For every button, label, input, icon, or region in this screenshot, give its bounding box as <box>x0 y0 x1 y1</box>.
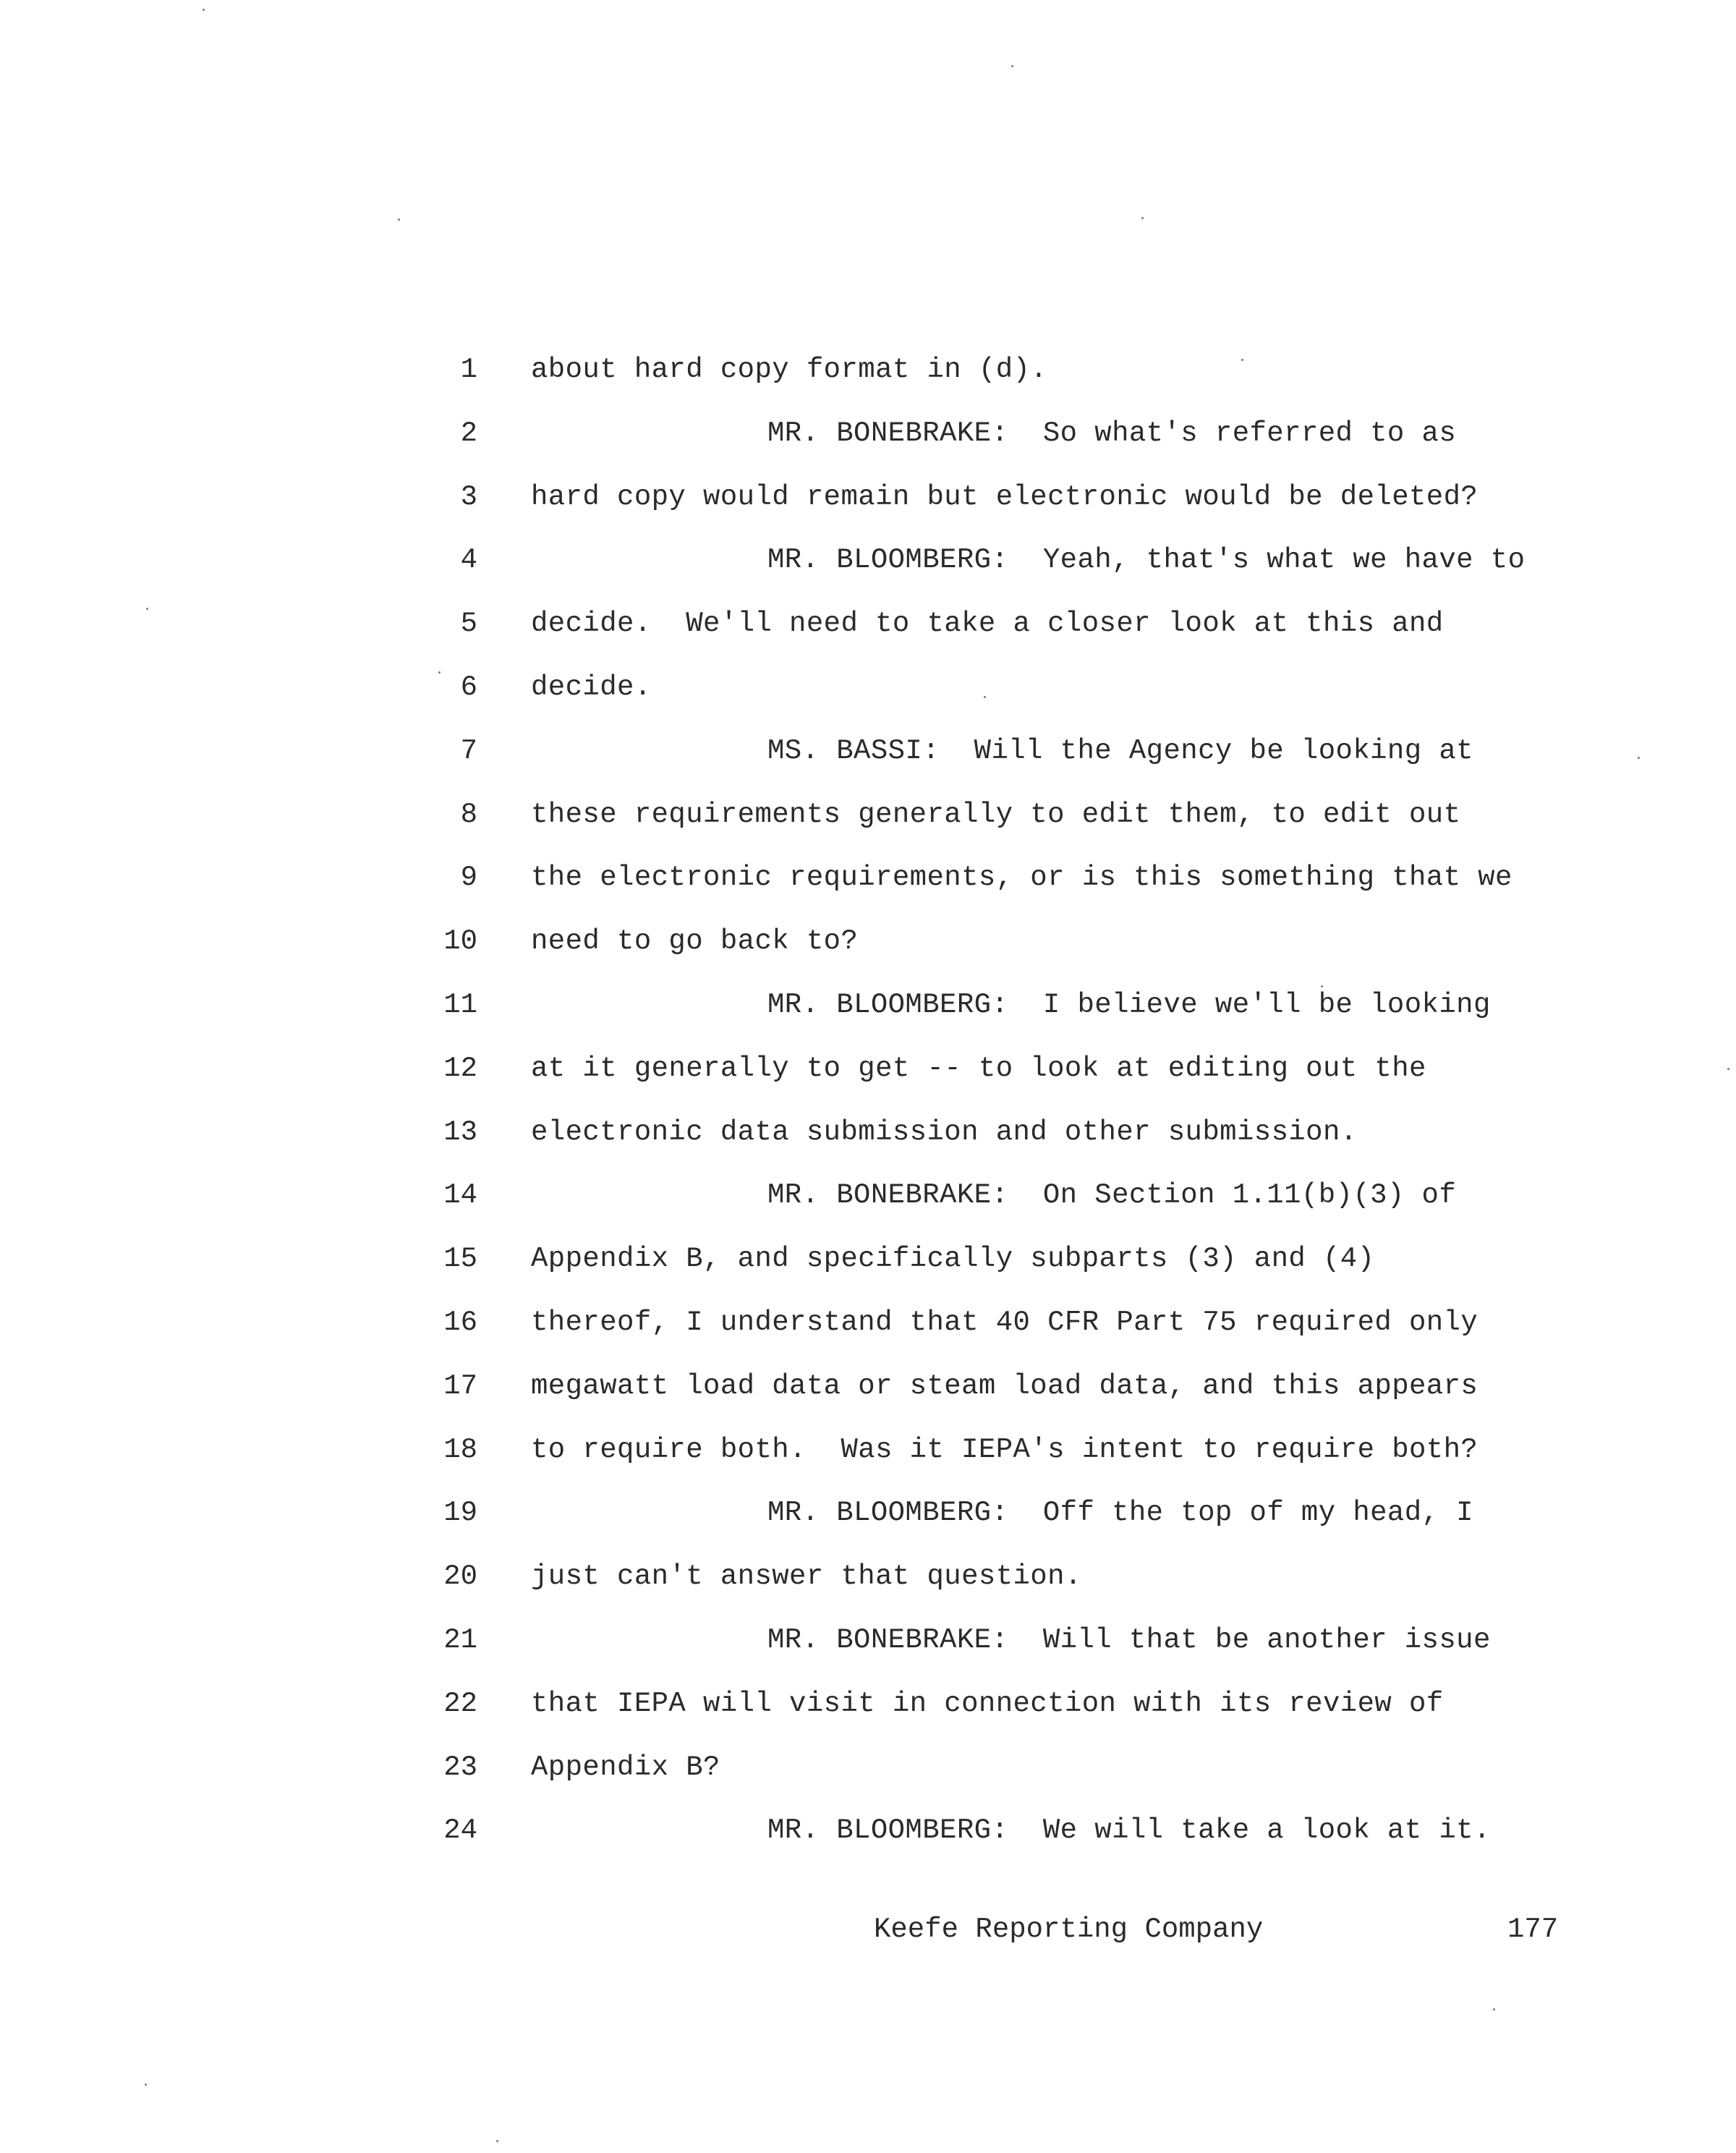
line-text: about hard copy format in (d). <box>531 354 1048 386</box>
line-text: electronic data submission and other submission. <box>531 1116 1358 1148</box>
transcript-line <box>0 980 1736 1043</box>
speaker-line-text: MR. BLOOMBERG: I believe we'll be looking <box>767 988 1491 1021</box>
line-number: 22 <box>443 1687 477 1720</box>
line-number: 10 <box>443 925 477 958</box>
transcript-line <box>0 1742 1736 1806</box>
speaker-line-text: MR. BLOOMBERG: Off the top of my head, I <box>767 1497 1473 1529</box>
line-text: to require both. Was it IEPA's intent to require both? <box>531 1433 1478 1466</box>
transcript-line <box>0 726 1736 789</box>
line-text: decide. We'll need to take a closer look at this and <box>531 608 1444 640</box>
line-number: 5 <box>460 608 477 640</box>
line-number: 23 <box>443 1751 477 1783</box>
line-number: 21 <box>443 1623 477 1656</box>
scan-speck <box>145 2084 147 2086</box>
transcript-line <box>0 1615 1736 1678</box>
transcript-line <box>0 1424 1736 1488</box>
speaker-line-text: MS. BASSI: Will the Agency be looking at <box>767 734 1473 767</box>
line-text: decide. <box>531 671 652 703</box>
transcript-line <box>0 1487 1736 1551</box>
line-number: 19 <box>443 1497 477 1529</box>
line-text: need to go back to? <box>531 925 859 958</box>
transcript-line <box>0 1361 1736 1424</box>
transcript-body <box>0 344 1736 1869</box>
line-number: 7 <box>460 734 477 767</box>
line-text: these requirements generally to edit them, to edit out <box>531 798 1461 831</box>
transcript-line <box>0 535 1736 598</box>
line-text: thereof, I understand that 40 CFR Part 75 required only <box>531 1306 1478 1338</box>
reporting-company-name: Keefe Reporting Company <box>874 1914 1264 1945</box>
transcript-line <box>0 1107 1736 1171</box>
transcript-line <box>0 472 1736 535</box>
line-number: 2 <box>460 417 477 449</box>
scan-speck <box>203 9 205 11</box>
transcript-line <box>0 1043 1736 1107</box>
line-number: 18 <box>443 1433 477 1466</box>
line-number: 24 <box>443 1814 477 1847</box>
speaker-line-text: MR. BLOOMBERG: Yeah, that's what we have to <box>767 544 1526 577</box>
scan-speck <box>1493 2008 1495 2010</box>
line-text: just can't answer that question. <box>531 1560 1082 1593</box>
line-text: at it generally to get -- to look at editing out the <box>531 1052 1426 1084</box>
transcript-line <box>0 1678 1736 1742</box>
transcript-line <box>0 1551 1736 1615</box>
transcript-line <box>0 852 1736 916</box>
transcript-line <box>0 916 1736 980</box>
line-number: 14 <box>443 1179 477 1212</box>
transcript-line <box>0 1233 1736 1297</box>
page-footer <box>0 1904 1736 1955</box>
transcript-line <box>0 662 1736 726</box>
line-text: megawatt load data or steam load data, and this appears <box>531 1369 1478 1402</box>
speaker-line-text: MR. BONEBRAKE: On Section 1.11(b)(3) of <box>767 1179 1457 1212</box>
line-number: 3 <box>460 480 477 513</box>
transcript-line <box>0 789 1736 853</box>
transcript-line <box>0 408 1736 472</box>
page-number: 177 <box>1507 1914 1559 1945</box>
line-number: 12 <box>443 1052 477 1084</box>
line-number: 16 <box>443 1306 477 1338</box>
speaker-line-text: MR. BONEBRAKE: Will that be another issue <box>767 1623 1491 1656</box>
line-text: the electronic requirements, or is this something that we <box>531 862 1512 894</box>
transcript-line <box>0 1805 1736 1869</box>
transcript-line <box>0 1297 1736 1361</box>
scan-speck <box>1011 65 1013 67</box>
line-number: 11 <box>443 988 477 1021</box>
line-text: hard copy would remain but electronic would be deleted? <box>531 480 1478 513</box>
line-number: 1 <box>460 354 477 386</box>
line-number: 15 <box>443 1243 477 1275</box>
line-number: 20 <box>443 1560 477 1593</box>
speaker-line-text: MR. BONEBRAKE: So what's referred to as <box>767 417 1457 449</box>
line-number: 17 <box>443 1369 477 1402</box>
line-text: that IEPA will visit in connection with its review of <box>531 1687 1444 1720</box>
scan-speck <box>496 2140 498 2142</box>
line-number: 6 <box>460 671 477 703</box>
line-number: 4 <box>460 544 477 577</box>
line-text: Appendix B? <box>531 1751 720 1783</box>
transcript-line <box>0 344 1736 408</box>
line-number: 8 <box>460 798 477 831</box>
line-number: 9 <box>460 862 477 894</box>
line-number: 13 <box>443 1116 477 1148</box>
transcript-line <box>0 598 1736 662</box>
scan-speck <box>1141 217 1144 219</box>
scan-speck <box>398 218 400 221</box>
line-text: Appendix B, and specifically subparts (3) and (4) <box>531 1243 1375 1275</box>
speaker-line-text: MR. BLOOMBERG: We will take a look at it. <box>767 1814 1491 1847</box>
transcript-line <box>0 1170 1736 1233</box>
